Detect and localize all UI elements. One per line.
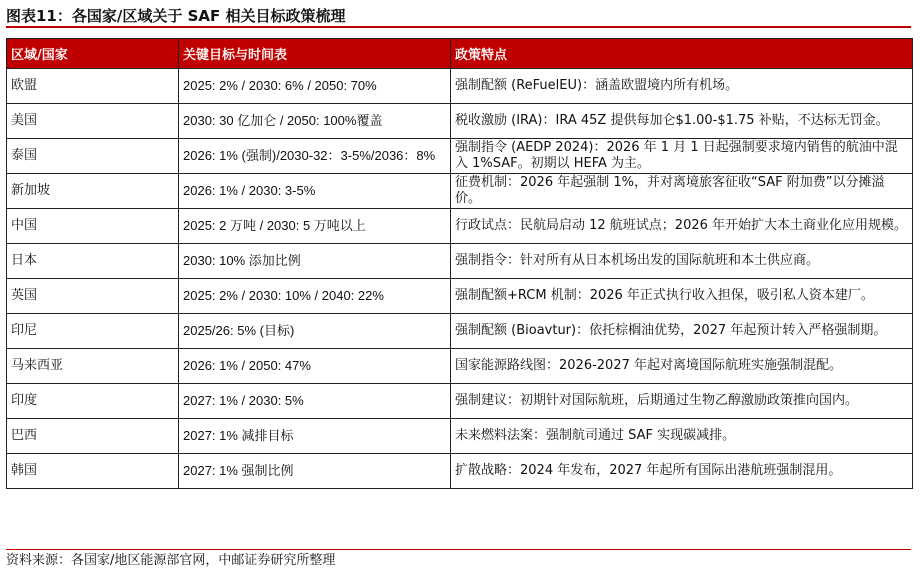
cell-region: 新加坡 <box>7 174 179 209</box>
table-row <box>7 104 913 139</box>
cell-target: 2025: 2% / 2030: 6% / 2050: 70% <box>179 69 451 104</box>
policy-table <box>6 38 913 489</box>
cell-target: 2026: 1% / 2030: 3-5% <box>179 174 451 209</box>
cell-target: 2026: 1% (强制)/2030-32：3-5%/2036：8% <box>179 139 451 174</box>
figure-title: 图表11：各国家/区域关于 SAF 相关目标政策梳理 <box>6 4 911 28</box>
cell-feature: 强制建议：初期针对国际航班，后期通过生物乙醇激励政策推向国内。 <box>451 384 913 419</box>
table-row <box>7 349 913 384</box>
cell-feature: 国家能源路线图：2026-2027 年起对离境国际航班实施强制混配。 <box>451 349 913 384</box>
table-row <box>7 69 913 104</box>
cell-feature: 税收激励 (IRA)：IRA 45Z 提供每加仑$1.00-$1.75 补贴，不达标无罚金。 <box>451 104 913 139</box>
table-row <box>7 139 913 174</box>
table-row <box>7 419 913 454</box>
cell-region: 马来西亚 <box>7 349 179 384</box>
cell-region: 泰国 <box>7 139 179 174</box>
table-row <box>7 209 913 244</box>
cell-region: 日本 <box>7 244 179 279</box>
cell-region: 英国 <box>7 279 179 314</box>
cell-feature: 强制配额 (ReFuelEU)：涵盖欧盟境内所有机场。 <box>451 69 913 104</box>
table-row <box>7 314 913 349</box>
cell-target: 2025: 2% / 2030: 10% / 2040: 22% <box>179 279 451 314</box>
cell-region: 美国 <box>7 104 179 139</box>
cell-feature: 强制指令：针对所有从日本机场出发的国际航班和本土供应商。 <box>451 244 913 279</box>
cell-feature: 征费机制：2026 年起强制 1%，并对离境旅客征收“SAF 附加费”以分摊溢价。 <box>451 174 913 209</box>
cell-region: 巴西 <box>7 419 179 454</box>
table-row <box>7 384 913 419</box>
cell-target: 2030: 30 亿加仑 / 2050: 100%覆盖 <box>179 104 451 139</box>
cell-feature: 强制配额 (Bioavtur)：依托棕榈油优势，2027 年起预计转入严格强制期。 <box>451 314 913 349</box>
source-note: 资料来源：各国家/地区能源部官网，中邮证券研究所整理 <box>6 549 911 571</box>
table-row <box>7 454 913 489</box>
header-region: 区域/国家 <box>7 39 179 69</box>
table-row <box>7 279 913 314</box>
cell-target: 2026: 1% / 2050: 47% <box>179 349 451 384</box>
cell-region: 印度 <box>7 384 179 419</box>
header-feature: 政策特点 <box>451 39 913 69</box>
cell-region: 欧盟 <box>7 69 179 104</box>
cell-target: 2030: 10% 添加比例 <box>179 244 451 279</box>
cell-feature: 扩散战略：2024 年发布，2027 年起所有国际出港航班强制混用。 <box>451 454 913 489</box>
cell-target: 2027: 1% / 2030: 5% <box>179 384 451 419</box>
cell-feature: 强制配额+RCM 机制：2026 年正式执行收入担保，吸引私人资本建厂。 <box>451 279 913 314</box>
cell-target: 2025/26: 5% (目标) <box>179 314 451 349</box>
cell-feature: 未来燃料法案：强制航司通过 SAF 实现碳减排。 <box>451 419 913 454</box>
cell-target: 2027: 1% 减排目标 <box>179 419 451 454</box>
cell-region: 中国 <box>7 209 179 244</box>
table-row <box>7 174 913 209</box>
cell-target: 2027: 1% 强制比例 <box>179 454 451 489</box>
cell-target: 2025: 2 万吨 / 2030: 5 万吨以上 <box>179 209 451 244</box>
table-row <box>7 244 913 279</box>
header-target: 关键目标与时间表 <box>179 39 451 69</box>
cell-feature: 强制指令 (AEDP 2024)：2026 年 1 月 1 日起强制要求境内销售的航油中混入 1%SAF。初期以 HEFA 为主。 <box>451 139 913 174</box>
cell-region: 韩国 <box>7 454 179 489</box>
table-header-row <box>7 39 913 69</box>
cell-feature: 行政试点：民航局启动 12 航班试点；2026 年开始扩大本土商业化应用规模。 <box>451 209 913 244</box>
cell-region: 印尼 <box>7 314 179 349</box>
